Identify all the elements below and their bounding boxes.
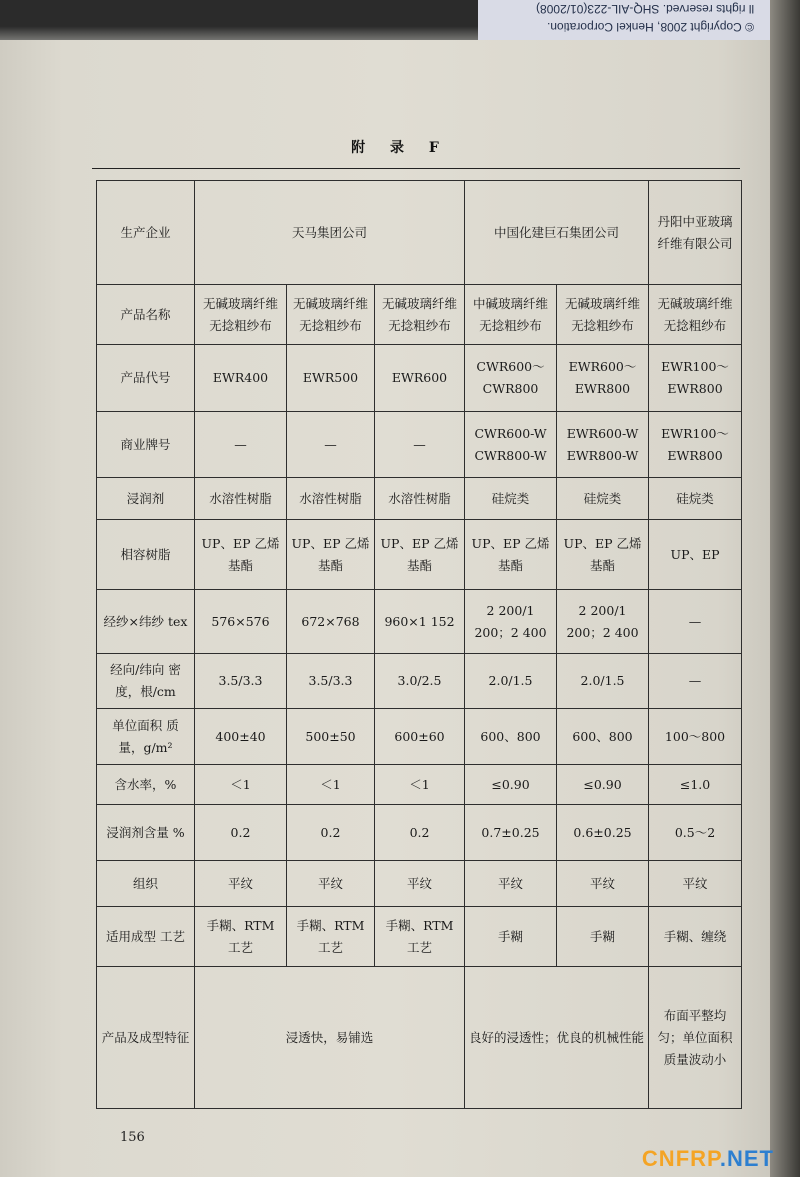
table-cell: 2 200/1 200；2 400 [557,590,649,654]
table-cell: 0.6±0.25 [557,805,649,861]
row-label: 生产企业 [97,181,195,285]
table-cell: 100～800 [649,709,742,765]
feature-cell: 布面平整均匀；单位面积质量波动小 [649,967,742,1109]
header-rule [92,168,740,169]
table-cell: 960×1 152 [375,590,465,654]
table-cell: EWR600 [375,345,465,412]
table-row [97,590,742,654]
row-label: 经向/纬向 密度，根/cm [97,654,195,709]
table-row-manufacturer [97,181,742,285]
table-cell: UP、EP 乙烯基酯 [287,520,375,590]
table-cell: 手糊 [465,907,557,967]
table-cell: ＜1 [287,765,375,805]
table-cell: 600、800 [465,709,557,765]
feature-cell: 良好的浸透性；优良的机械性能 [465,967,649,1109]
manufacturer-cell: 天马集团公司 [195,181,465,285]
table-cell: 硅烷类 [649,478,742,520]
row-label: 相容树脂 [97,520,195,590]
table-cell: — [649,654,742,709]
row-label: 含水率，% [97,765,195,805]
table-cell: 2.0/1.5 [465,654,557,709]
table-cell: 无碱玻璃纤维无捻粗纱布 [287,285,375,345]
table-cell: 手糊、缠绕 [649,907,742,967]
table-cell: ≤0.90 [465,765,557,805]
table-cell: UP、EP 乙烯基酯 [557,520,649,590]
site-watermark [642,1146,774,1172]
table-cell: 3.0/2.5 [375,654,465,709]
table-cell: 672×768 [287,590,375,654]
table-row-features [97,967,742,1109]
row-label: 产品及成型特征 [97,967,195,1109]
table-cell: 无碱玻璃纤维无捻粗纱布 [557,285,649,345]
table-cell: 无碱玻璃纤维无捻粗纱布 [649,285,742,345]
table-cell: CWR600～CWR800 [465,345,557,412]
row-label: 浸润剂含量 % [97,805,195,861]
table-cell: 平纹 [287,861,375,907]
row-label: 适用成型 工艺 [97,907,195,967]
table-row [97,478,742,520]
table-cell: — [287,412,375,478]
table-cell: 手糊 [557,907,649,967]
table-row [97,345,742,412]
table-row [97,412,742,478]
watermark-part-a: CNFRP [641,1146,720,1171]
table-cell: 水溶性树脂 [375,478,465,520]
table-cell: 600±60 [375,709,465,765]
table-cell: 500±50 [287,709,375,765]
table-cell: 手糊、RTM 工艺 [287,907,375,967]
sticker-line-1: ll rights reserved. SHQ-AIL-223(01/2008) [535,2,754,16]
table-cell: — [649,590,742,654]
row-label: 产品代号 [97,345,195,412]
row-label: 组织 [97,861,195,907]
feature-cell: 浸透快，易铺选 [195,967,465,1109]
table-cell: 水溶性树脂 [287,478,375,520]
table-cell: 600、800 [557,709,649,765]
table-cell: 3.5/3.3 [287,654,375,709]
row-label: 产品名称 [97,285,195,345]
table-row [97,765,742,805]
table-cell: 手糊、RTM 工艺 [375,907,465,967]
watermark-part-b: .NET [719,1146,774,1171]
manufacturer-cell: 丹阳中亚玻璃纤维有限公司 [649,181,742,285]
row-label: 单位面积 质量，g/m² [97,709,195,765]
table-cell: 平纹 [195,861,287,907]
table-cell: 3.5/3.3 [195,654,287,709]
table-cell: ＜1 [195,765,287,805]
table-cell: UP、EP 乙烯基酯 [375,520,465,590]
table-cell: EWR400 [195,345,287,412]
row-label: 商业牌号 [97,412,195,478]
table-cell: CWR600-W CWR800-W [465,412,557,478]
table-row [97,285,742,345]
table-cell: 576×576 [195,590,287,654]
table-cell: 平纹 [465,861,557,907]
book-edge [770,0,800,1177]
page-header-title: 附 录 F [351,140,449,156]
table-cell: 400±40 [195,709,287,765]
row-label: 经纱×纬纱 tex [97,590,195,654]
page-number: 156 [120,1130,145,1145]
table-cell: 2.0/1.5 [557,654,649,709]
table-cell: EWR600～EWR800 [557,345,649,412]
table-cell: EWR500 [287,345,375,412]
table-cell: ＜1 [375,765,465,805]
table-cell: 硅烷类 [465,478,557,520]
table-row [97,520,742,590]
table-cell: 手糊、RTM 工艺 [195,907,287,967]
table-cell: 0.2 [287,805,375,861]
table-cell: 平纹 [649,861,742,907]
table-cell: 平纹 [557,861,649,907]
product-spec-table [96,180,742,1109]
table-cell: UP、EP 乙烯基酯 [195,520,287,590]
table-cell: 无碱玻璃纤维无捻粗纱布 [195,285,287,345]
table-cell: — [195,412,287,478]
manufacturer-cell: 中国化建巨石集团公司 [465,181,649,285]
table-cell: EWR100～EWR800 [649,412,742,478]
table-cell: 0.5～2 [649,805,742,861]
table-row [97,709,742,765]
table-row [97,907,742,967]
table-cell: UP、EP 乙烯基酯 [465,520,557,590]
table-row [97,805,742,861]
table-cell: ≤1.0 [649,765,742,805]
table-cell: 硅烷类 [557,478,649,520]
copyright-sticker [478,0,778,44]
table-cell: EWR100～EWR800 [649,345,742,412]
table-cell: ≤0.90 [557,765,649,805]
table-cell: EWR600-W EWR800-W [557,412,649,478]
table-cell: 0.2 [375,805,465,861]
table-cell: 平纹 [375,861,465,907]
row-label: 浸润剂 [97,478,195,520]
sticker-line-2: © Copyright 2008, Henkel Corporation. [547,20,754,34]
table-cell: 中碱玻璃纤维无捻粗纱布 [465,285,557,345]
table-row [97,861,742,907]
table-cell: — [375,412,465,478]
table-cell: 无碱玻璃纤维无捻粗纱布 [375,285,465,345]
table-cell: 0.7±0.25 [465,805,557,861]
table-cell: 水溶性树脂 [195,478,287,520]
table-cell: UP、EP [649,520,742,590]
table-row [97,654,742,709]
table-cell: 0.2 [195,805,287,861]
table-cell: 2 200/1 200；2 400 [465,590,557,654]
